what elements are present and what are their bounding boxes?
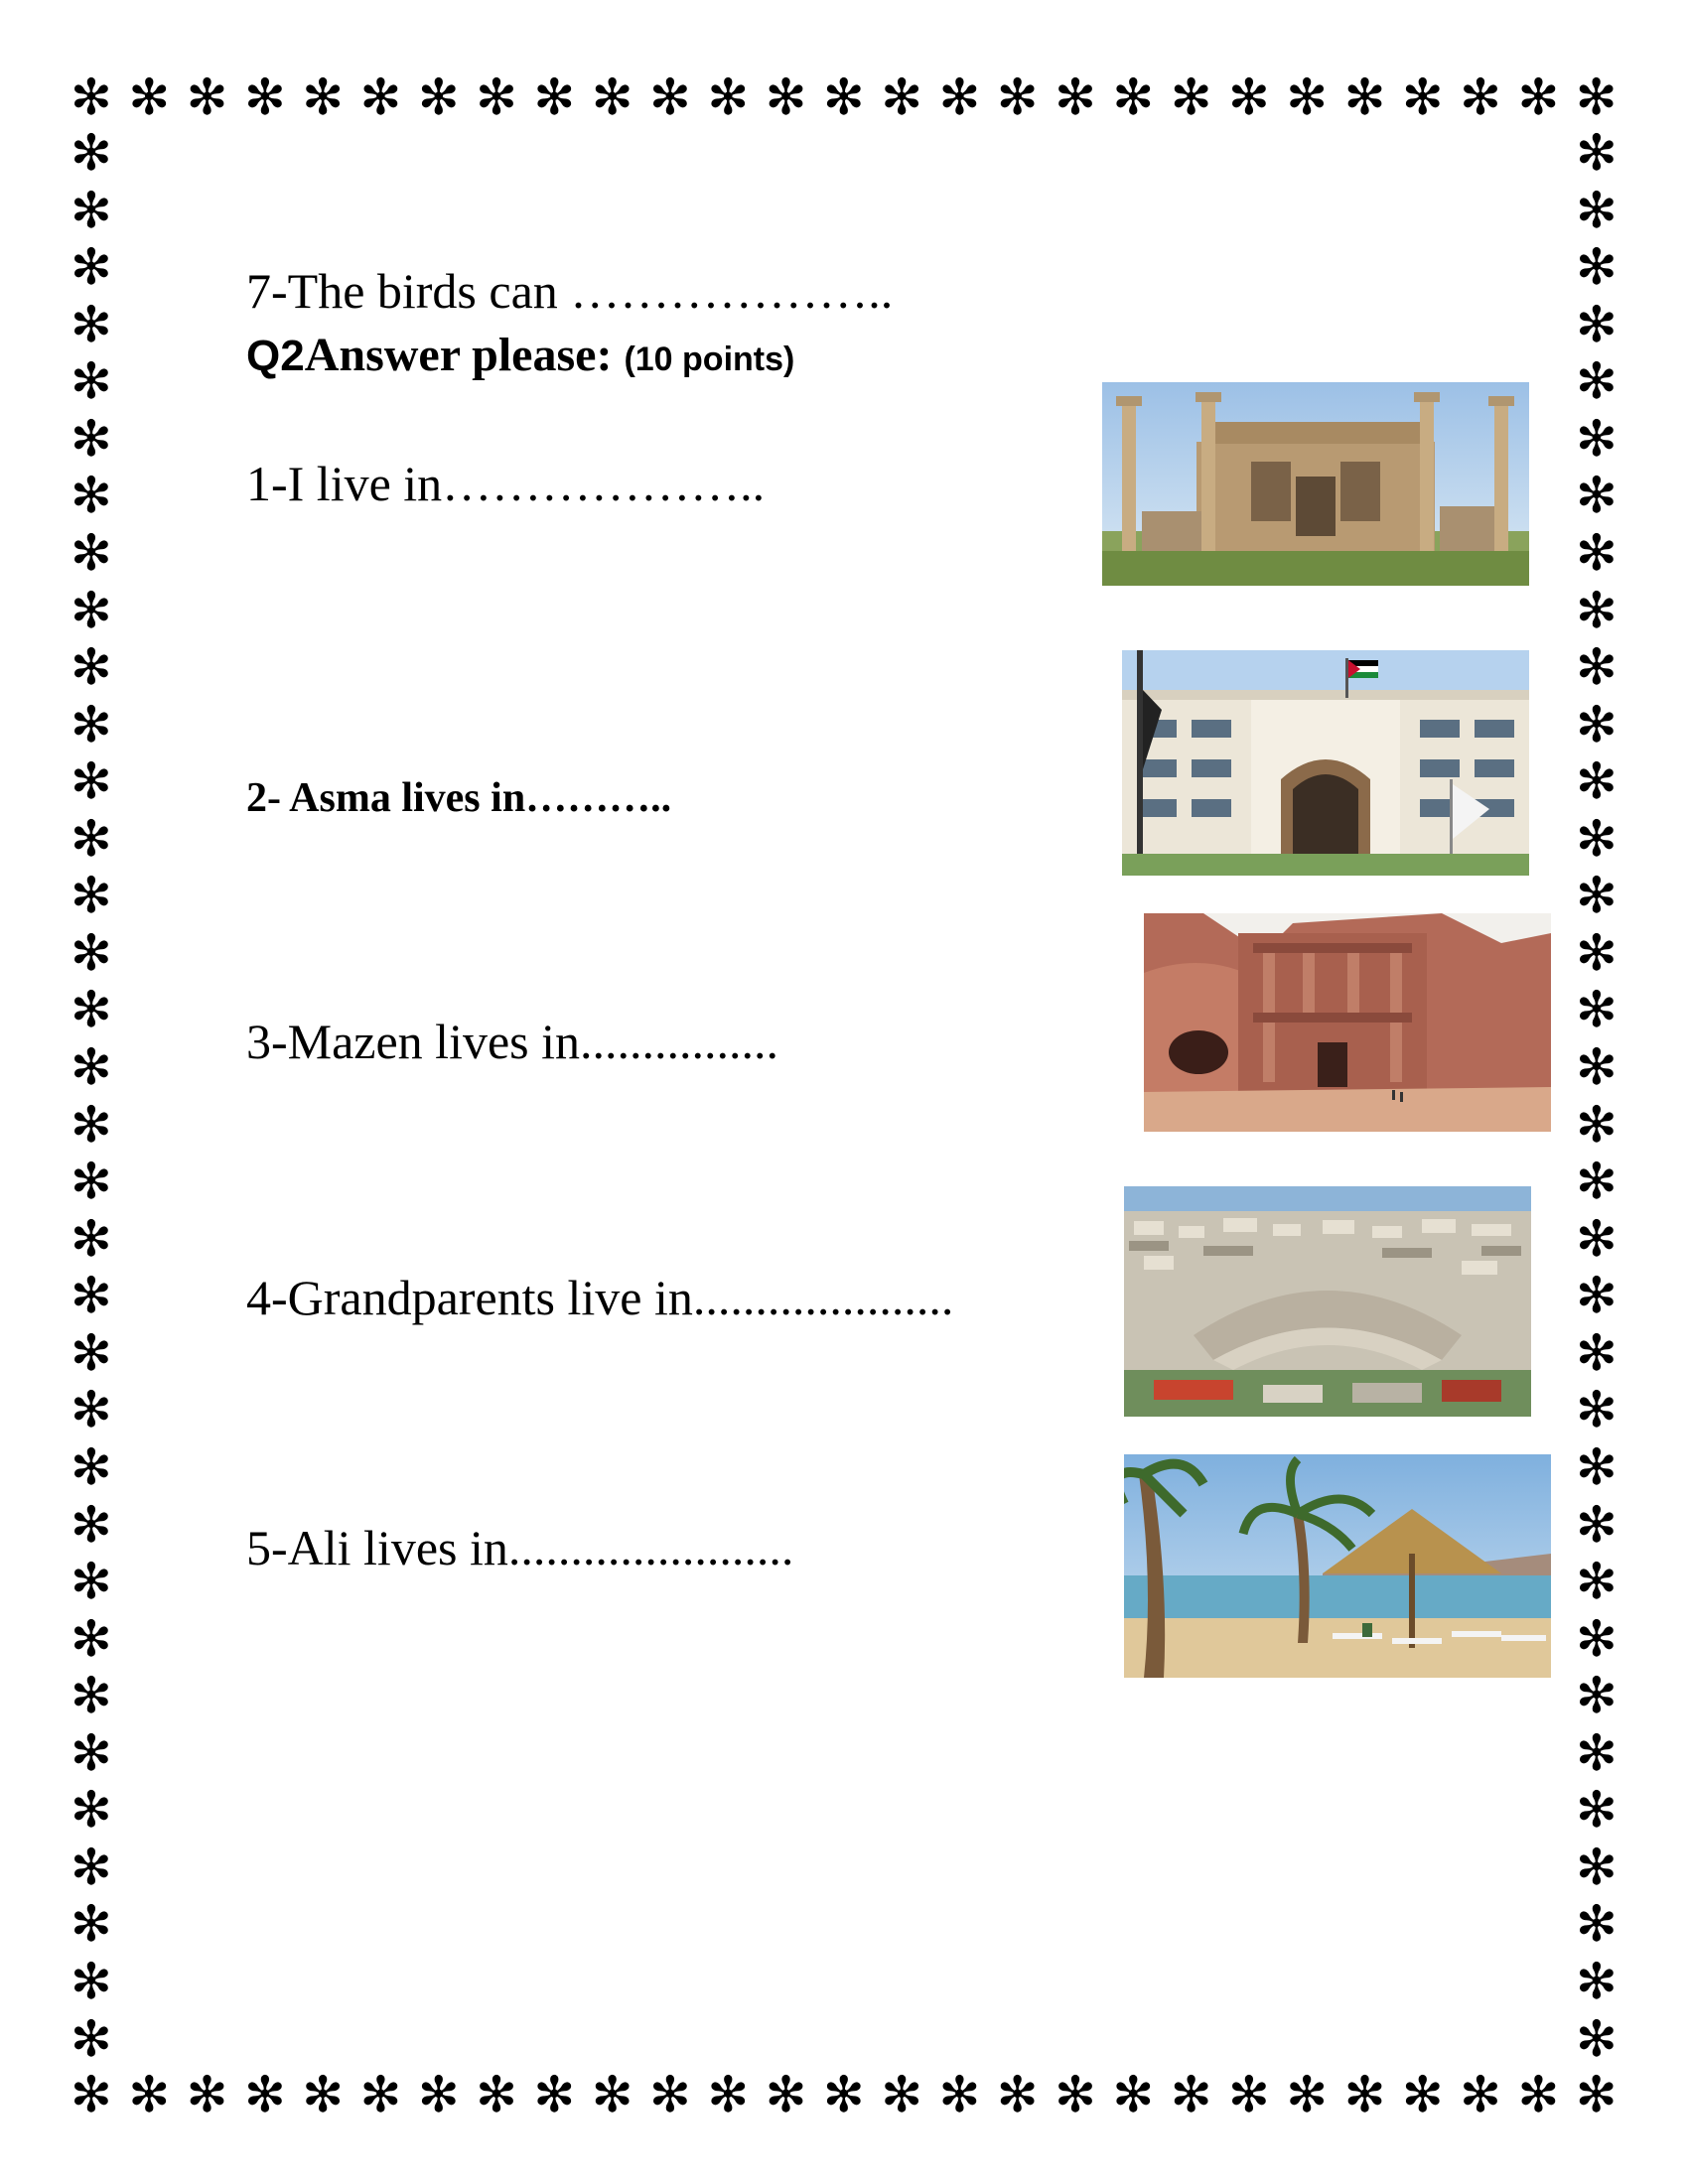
border-star-icon: ✻ [1460, 2066, 1502, 2123]
border-star-icon: ✻ [1575, 68, 1618, 126]
sentence-4: 4-Grandparents live in..................... [246, 1270, 954, 1325]
border-star-icon: ✻ [1576, 867, 1618, 925]
border-star-icon: ✻ [1576, 1895, 1618, 1954]
border-star-icon: ✻ [1576, 1838, 1618, 1896]
sentence-1: 1-I live in……………….. [246, 456, 766, 511]
border-star-icon: ✻ [70, 1553, 112, 1611]
border-star-icon: ✻ [70, 1209, 112, 1268]
border-star-icon: ✻ [1576, 1953, 1618, 2010]
border-star-icon: ✻ [822, 68, 865, 126]
border-star-icon: ✻ [765, 2066, 807, 2123]
border-star-icon: ✻ [243, 68, 286, 126]
border-star-icon: ✻ [591, 68, 633, 126]
border-star-icon: ✻ [1227, 2066, 1270, 2123]
border-star-icon: ✻ [1576, 2009, 1618, 2068]
border-star-icon: ✻ [70, 1437, 112, 1496]
border-star-icon: ✻ [70, 981, 112, 1039]
border-star-icon: ✻ [70, 409, 112, 468]
border-star-icon: ✻ [476, 2066, 518, 2123]
beach-palms-photo [1124, 1454, 1551, 1678]
border-star-icon: ✻ [1343, 68, 1386, 126]
border-star-icon: ✻ [533, 68, 576, 126]
border-star-icon: ✻ [70, 1153, 112, 1211]
city-amphitheater-photo [1124, 1186, 1531, 1417]
border-star-icon: ✻ [1112, 2066, 1155, 2123]
border-star-icon: ✻ [70, 752, 112, 811]
border-star-icon: ✻ [70, 1953, 112, 2010]
border-star-icon: ✻ [1576, 295, 1618, 353]
section-heading-q2 [246, 328, 794, 382]
border-star-icon: ✻ [1576, 809, 1618, 868]
border-star-icon: ✻ [1576, 1153, 1618, 1211]
border-star-icon: ✻ [1576, 467, 1618, 525]
ancient-ruins-photo [1102, 382, 1529, 586]
border-star-icon: ✻ [128, 68, 171, 126]
q2-colon: : [596, 329, 613, 381]
border-star-icon: ✻ [1576, 238, 1618, 297]
border-star-icon: ✻ [359, 68, 402, 126]
border-star-icon: ✻ [1576, 1323, 1618, 1382]
border-star-icon: ✻ [1576, 352, 1618, 411]
border-star-icon: ✻ [70, 1838, 112, 1896]
star-border-bottom [64, 2067, 1624, 2122]
border-star-icon: ✻ [1576, 1381, 1618, 1439]
border-star-icon: ✻ [1576, 1495, 1618, 1554]
border-star-icon: ✻ [881, 2066, 923, 2123]
border-star-icon: ✻ [1576, 981, 1618, 1039]
municipal-building-photo [1122, 650, 1529, 876]
border-star-icon: ✻ [70, 2009, 112, 2068]
border-star-icon: ✻ [70, 1267, 112, 1325]
border-star-icon: ✻ [70, 2066, 112, 2123]
border-star-icon: ✻ [1112, 68, 1155, 126]
border-star-icon: ✻ [881, 68, 923, 126]
border-star-icon: ✻ [1576, 181, 1618, 239]
border-star-icon: ✻ [1401, 2066, 1444, 2123]
sentence-2: 2- Asma lives in……….. [246, 775, 672, 821]
border-star-icon: ✻ [1576, 752, 1618, 811]
border-star-icon: ✻ [70, 352, 112, 411]
border-star-icon: ✻ [302, 2066, 345, 2123]
border-star-icon: ✻ [70, 467, 112, 525]
star-border-left [64, 125, 119, 2067]
border-star-icon: ✻ [1576, 1209, 1618, 1268]
border-star-icon: ✻ [128, 2066, 171, 2123]
q2-title: Answer please [304, 329, 597, 381]
border-star-icon: ✻ [1576, 1267, 1618, 1325]
border-star-icon: ✻ [1576, 923, 1618, 982]
border-star-icon: ✻ [70, 1667, 112, 1725]
border-star-icon: ✻ [1576, 1723, 1618, 1782]
star-border-top [64, 69, 1624, 125]
border-star-icon: ✻ [591, 2066, 633, 2123]
border-star-icon: ✻ [417, 68, 460, 126]
border-star-icon: ✻ [1460, 68, 1502, 126]
border-star-icon: ✻ [765, 68, 807, 126]
q2-points: (10 points) [624, 341, 795, 378]
sentence-5: 5-Ali lives in....................... [246, 1520, 794, 1575]
border-star-icon: ✻ [1576, 695, 1618, 753]
border-star-icon: ✻ [70, 695, 112, 753]
border-star-icon: ✻ [1576, 581, 1618, 639]
border-star-icon: ✻ [70, 1381, 112, 1439]
border-star-icon: ✻ [243, 2066, 286, 2123]
rock-carved-monument-photo [1144, 913, 1551, 1132]
border-star-icon: ✻ [1576, 1609, 1618, 1668]
border-star-icon: ✻ [822, 2066, 865, 2123]
border-star-icon: ✻ [70, 68, 112, 126]
border-star-icon: ✻ [1575, 2066, 1618, 2123]
border-star-icon: ✻ [70, 295, 112, 353]
border-star-icon: ✻ [70, 923, 112, 982]
star-border-right [1569, 125, 1624, 2067]
border-star-icon: ✻ [70, 1895, 112, 1954]
border-star-icon: ✻ [1055, 68, 1096, 126]
border-star-icon: ✻ [1227, 68, 1270, 126]
border-star-icon: ✻ [938, 2066, 981, 2123]
border-star-icon: ✻ [1576, 638, 1618, 697]
sentence-3: 3-Mazen lives in................ [246, 1014, 779, 1069]
border-star-icon: ✻ [1576, 1437, 1618, 1496]
border-star-icon: ✻ [476, 68, 518, 126]
border-star-icon: ✻ [1286, 68, 1329, 126]
border-star-icon: ✻ [1170, 2066, 1212, 2123]
border-star-icon: ✻ [70, 1609, 112, 1668]
border-star-icon: ✻ [70, 638, 112, 697]
q2-label: Q2 [246, 332, 305, 380]
border-star-icon: ✻ [996, 68, 1039, 126]
border-star-icon: ✻ [70, 1038, 112, 1096]
border-star-icon: ✻ [1576, 409, 1618, 468]
border-star-icon: ✻ [70, 1495, 112, 1554]
border-star-icon: ✻ [359, 2066, 402, 2123]
border-star-icon: ✻ [186, 2066, 228, 2123]
border-star-icon: ✻ [70, 1323, 112, 1382]
border-star-icon: ✻ [1170, 68, 1212, 126]
border-star-icon: ✻ [1576, 1553, 1618, 1611]
border-star-icon: ✻ [70, 523, 112, 582]
border-star-icon: ✻ [70, 181, 112, 239]
border-star-icon: ✻ [70, 238, 112, 297]
border-star-icon: ✻ [70, 867, 112, 925]
border-star-icon: ✻ [1401, 68, 1444, 126]
border-star-icon: ✻ [70, 1723, 112, 1782]
border-star-icon: ✻ [1576, 1667, 1618, 1725]
border-star-icon: ✻ [302, 68, 345, 126]
border-star-icon: ✻ [70, 581, 112, 639]
border-star-icon: ✻ [70, 124, 112, 182]
border-star-icon: ✻ [649, 68, 691, 126]
border-star-icon: ✻ [1343, 2066, 1386, 2123]
border-star-icon: ✻ [1576, 1781, 1618, 1840]
question-7: 7-The birds can ……………….. [246, 263, 894, 319]
border-star-icon: ✻ [70, 809, 112, 868]
border-star-icon: ✻ [707, 2066, 750, 2123]
border-star-icon: ✻ [649, 2066, 691, 2123]
border-star-icon: ✻ [417, 2066, 460, 2123]
border-star-icon: ✻ [1286, 2066, 1329, 2123]
border-star-icon: ✻ [1576, 1038, 1618, 1096]
border-star-icon: ✻ [70, 1781, 112, 1840]
border-star-icon: ✻ [533, 2066, 576, 2123]
border-star-icon: ✻ [1517, 2066, 1560, 2123]
border-star-icon: ✻ [1055, 2066, 1096, 2123]
border-star-icon: ✻ [938, 68, 981, 126]
border-star-icon: ✻ [1576, 1095, 1618, 1154]
border-star-icon: ✻ [186, 68, 228, 126]
border-star-icon: ✻ [1576, 124, 1618, 182]
border-star-icon: ✻ [70, 1095, 112, 1154]
border-star-icon: ✻ [1576, 523, 1618, 582]
border-star-icon: ✻ [996, 2066, 1039, 2123]
border-star-icon: ✻ [707, 68, 750, 126]
border-star-icon: ✻ [1517, 68, 1560, 126]
